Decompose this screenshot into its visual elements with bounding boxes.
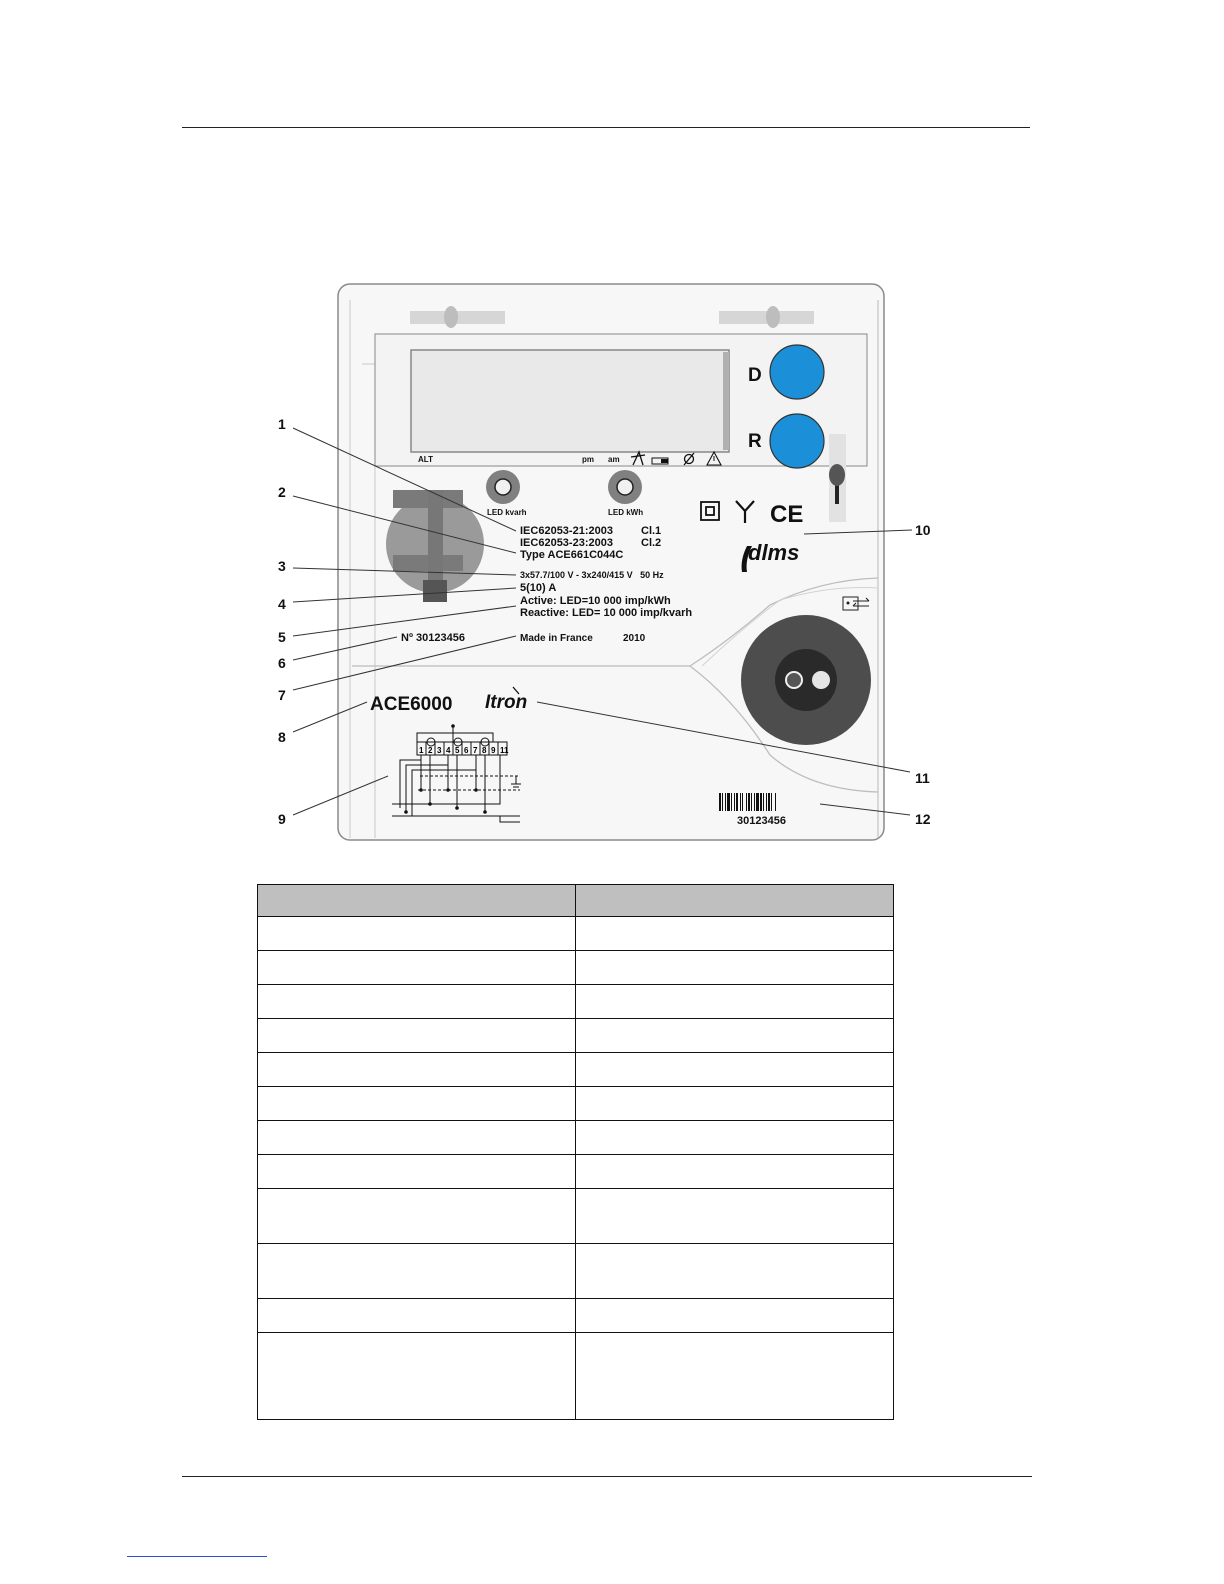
table-cell <box>576 1087 894 1121</box>
footer-link-underline[interactable] <box>127 1556 267 1557</box>
table-cell <box>576 951 894 985</box>
callout-12: 12 <box>915 811 931 827</box>
barcode-bar <box>771 793 772 811</box>
led-kwh-label: LED kWh <box>608 508 644 517</box>
callout-10: 10 <box>915 522 931 538</box>
alt-label: ALT <box>418 455 433 464</box>
barcode-bar <box>742 793 743 811</box>
am-label: am <box>608 455 620 464</box>
table-cell <box>576 917 894 951</box>
terminal-number: 9 <box>491 746 496 755</box>
led-kwh-lens <box>617 479 633 495</box>
button-r-label: R <box>748 431 762 452</box>
barcode-bar <box>736 793 738 811</box>
callout-5: 5 <box>278 629 286 645</box>
display-button[interactable] <box>770 345 824 399</box>
battery-fill <box>661 459 668 463</box>
table-header-cell <box>576 885 894 917</box>
barcode-bar <box>725 793 726 811</box>
terminal-number: 6 <box>464 746 469 755</box>
terminal-number: 2 <box>428 746 433 755</box>
callout-9: 9 <box>278 811 286 827</box>
callout-11: 11 <box>915 770 930 786</box>
table-header-cell <box>258 885 576 917</box>
made-in: Made in France <box>520 633 593 644</box>
barcode-bar <box>756 793 759 811</box>
barcode-bar <box>731 793 732 811</box>
callout-7: 7 <box>278 687 286 703</box>
table-cell <box>258 1121 576 1155</box>
barcode-bar <box>766 793 767 811</box>
terminal-number: 8 <box>482 746 487 755</box>
meter-type: Type ACE661C044C <box>520 549 624 561</box>
table-row <box>258 1053 894 1087</box>
table-row <box>258 1189 894 1244</box>
barcode-bar <box>727 793 730 811</box>
table-row <box>258 1333 894 1420</box>
manufacture-year: 2010 <box>623 633 646 644</box>
seal-knob[interactable] <box>829 464 845 486</box>
terminal-number: 3 <box>437 746 442 755</box>
table-cell <box>576 1019 894 1053</box>
barcode-bar <box>722 793 723 811</box>
terminal-number: 1 <box>419 746 424 755</box>
serial-number: Nº 30123456 <box>401 632 465 644</box>
table-cell <box>258 1244 576 1299</box>
top-screw-right <box>766 306 780 328</box>
ce-mark: CE <box>770 501 804 528</box>
table-row <box>258 1244 894 1299</box>
table-cell <box>258 917 576 951</box>
callout-1: 1 <box>278 416 286 432</box>
table-cell <box>258 1053 576 1087</box>
reset-button[interactable] <box>770 414 824 468</box>
standard-2: IEC62053-23:2003 <box>520 537 613 549</box>
barcode-bar <box>775 793 776 811</box>
barcode-bar <box>740 793 741 811</box>
top-screw-left <box>444 306 458 328</box>
callout-8: 8 <box>278 729 286 745</box>
standard-1-class: Cl.1 <box>641 525 662 537</box>
table-cell <box>576 1333 894 1420</box>
table-row <box>258 1155 894 1189</box>
barcode-bar <box>754 793 755 811</box>
table-cell <box>576 1299 894 1333</box>
button-d-label: D <box>748 365 762 386</box>
lcd-screen-edge <box>723 352 729 450</box>
lcd-screen <box>411 350 729 452</box>
barcode-bar <box>760 793 762 811</box>
table-row <box>258 985 894 1019</box>
barcode-bar <box>719 793 721 811</box>
callout-4: 4 <box>278 596 286 612</box>
table-row <box>258 951 894 985</box>
table-cell <box>258 1189 576 1244</box>
table-row <box>258 1019 894 1053</box>
standard-2-class: Cl.2 <box>641 537 662 549</box>
table-header-row <box>258 885 894 917</box>
reactive-constant: Reactive: LED= 10 000 imp/kvarh <box>520 607 693 619</box>
footer-rule <box>182 1476 1032 1477</box>
table-cell <box>576 1244 894 1299</box>
led-kvarh-lens <box>495 479 511 495</box>
table-row <box>258 1299 894 1333</box>
table-cell <box>576 985 894 1019</box>
table-cell <box>258 1155 576 1189</box>
terminal-number: 7 <box>473 746 478 755</box>
barcode-bar <box>746 793 747 811</box>
screw-base <box>423 580 447 602</box>
model-name: ACE6000 <box>370 694 453 715</box>
terminal-number: 4 <box>446 746 451 755</box>
legend-table <box>257 884 894 1420</box>
standard-1: IEC62053-21:2003 <box>520 525 613 537</box>
barcode-bar <box>751 793 752 811</box>
optical-port-led-2 <box>812 671 830 689</box>
barcode-bar <box>734 793 735 811</box>
optical-port-led-1 <box>786 672 802 688</box>
table-cell <box>576 1053 894 1087</box>
table-cell <box>258 1333 576 1420</box>
barcode-bar <box>768 793 770 811</box>
table-cell <box>576 1189 894 1244</box>
barcode-bar <box>748 793 750 811</box>
table-cell <box>576 1155 894 1189</box>
table-cell <box>258 1019 576 1053</box>
table-cell <box>258 1087 576 1121</box>
callout-2: 2 <box>278 484 286 500</box>
led-kvarh-label: LED kvarh <box>487 508 527 517</box>
table-row <box>258 1121 894 1155</box>
current-rating: 5(10) A <box>520 582 557 594</box>
table-cell <box>258 951 576 985</box>
table-row <box>258 917 894 951</box>
table-cell <box>258 1299 576 1333</box>
barcode-bar <box>763 793 764 811</box>
pm-label: pm <box>582 455 594 464</box>
callout-6: 6 <box>278 655 286 671</box>
table-cell <box>258 985 576 1019</box>
voltage-rating: 3x57.7/100 V - 3x240/415 V 50 Hz <box>520 570 664 580</box>
terminal-number: 11 <box>500 746 509 755</box>
dlms-logo: dlms <box>748 540 800 565</box>
active-constant: Active: LED=10 000 imp/kWh <box>520 595 671 607</box>
callout-3: 3 <box>278 558 286 574</box>
table-cell <box>576 1121 894 1155</box>
table-row <box>258 1087 894 1121</box>
barcode-number: 30123456 <box>737 815 786 827</box>
terminal-number: 5 <box>455 746 460 755</box>
brand-logo: Itron <box>485 692 528 713</box>
